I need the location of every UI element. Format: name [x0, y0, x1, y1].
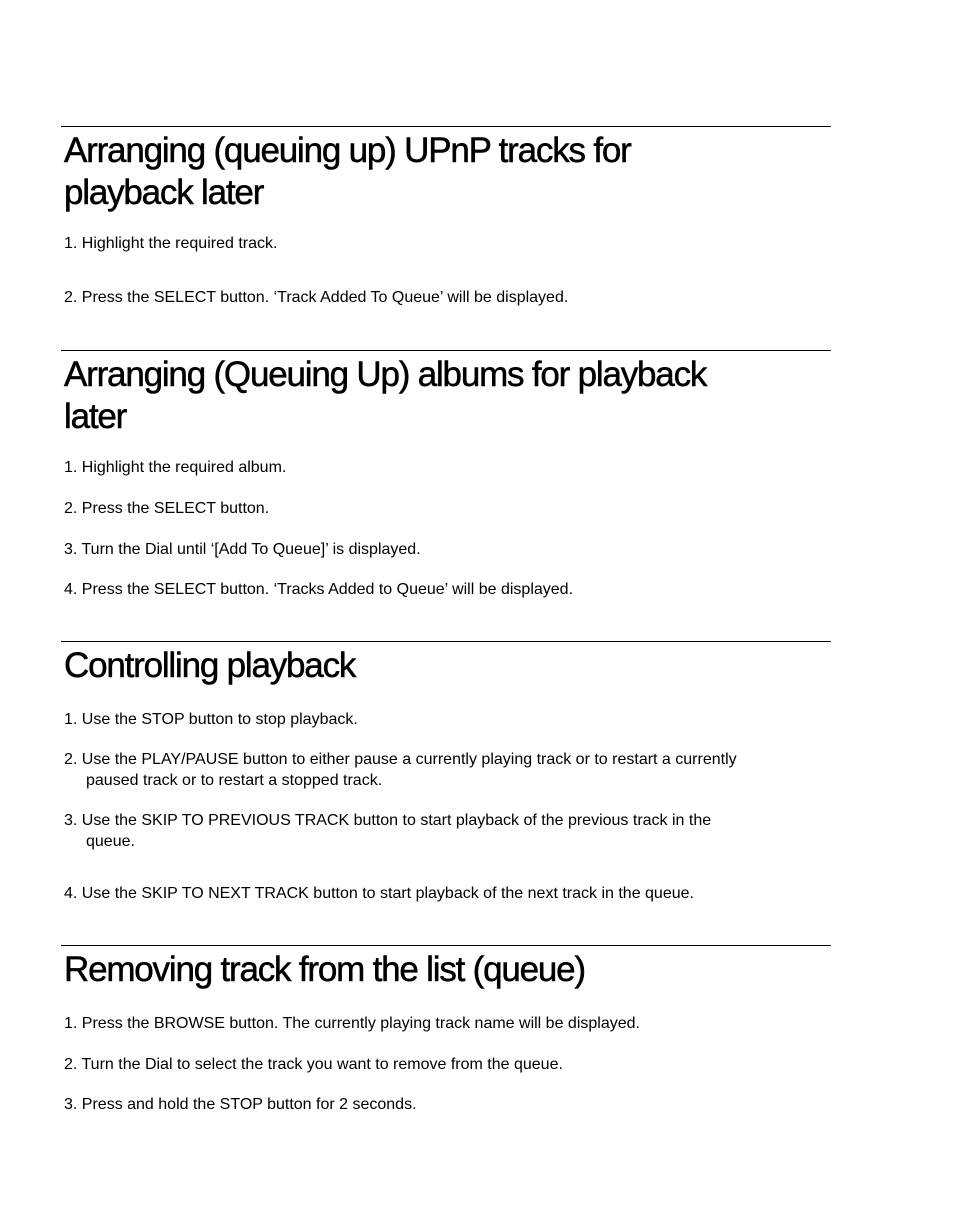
section-queue-upnp-tracks	[61, 126, 831, 306]
section-controlling-playback	[61, 641, 831, 902]
list-item-line-1: 2. Use the PLAY/PAUSE button to either pause a currently playing track or to restart a currently	[64, 751, 737, 768]
section-heading	[64, 645, 834, 687]
heading-line-1: Arranging (queuing up) UPnP tracks for	[64, 131, 631, 170]
heading-line-2: playback later	[64, 173, 264, 212]
section-removing-track	[61, 945, 831, 1113]
list-item-line-1: 3. Use the SKIP TO PREVIOUS TRACK button to start playback of the previous track in the	[64, 812, 712, 829]
heading-line-2: later	[64, 397, 127, 436]
list-item: 2. Press the SELECT button. ‘Track Added To Queue’ will be displayed.	[64, 289, 569, 306]
heading-line-1: Arranging (Queuing Up) albums for playback	[64, 355, 707, 394]
list-item	[64, 810, 824, 852]
section-divider	[61, 126, 831, 127]
list-item: 3. Turn the Dial until ‘[Add To Queue]’ is displayed.	[64, 541, 421, 558]
list-item: 2. Turn the Dial to select the track you want to remove from the queue.	[64, 1056, 563, 1073]
list-item-line-2: paused track or to restart a stopped track.	[86, 772, 383, 789]
section-heading	[64, 949, 834, 991]
list-item: 2. Press the SELECT button.	[64, 500, 270, 517]
section-divider	[61, 641, 831, 642]
list-item: 4. Use the SKIP TO NEXT TRACK button to start playback of the next track in the queue.	[64, 885, 694, 902]
list-item: 1. Highlight the required album.	[64, 459, 287, 476]
section-divider	[61, 945, 831, 946]
section-divider	[61, 350, 831, 351]
list-item	[64, 749, 824, 791]
section-heading	[64, 354, 834, 438]
list-item: 1. Use the STOP button to stop playback.	[64, 711, 358, 728]
section-heading	[64, 130, 834, 214]
list-item-line-2: queue.	[86, 833, 135, 850]
section-queue-albums	[61, 350, 831, 598]
heading-line-1: Removing track from the list (queue)	[64, 950, 585, 989]
list-item: 4. Press the SELECT button. ‘Tracks Added to Queue’ will be displayed.	[64, 581, 574, 598]
list-item: 1. Press the BROWSE button. The currently playing track name will be displayed.	[64, 1015, 640, 1032]
list-item: 3. Press and hold the STOP button for 2 seconds.	[64, 1096, 417, 1113]
list-item: 1. Highlight the required track.	[64, 235, 278, 252]
heading-line-1: Controlling playback	[64, 646, 356, 685]
